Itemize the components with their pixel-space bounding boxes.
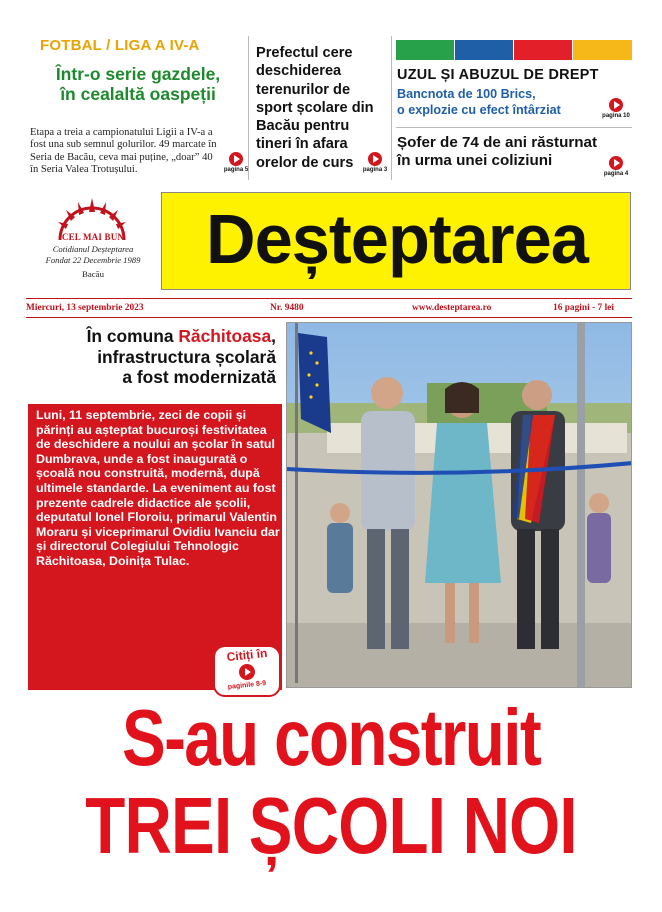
headline-part: În comuna xyxy=(86,326,179,346)
play-icon xyxy=(229,152,243,166)
teaser-sport-kicker: FOTBAL / LIGA A IV-A xyxy=(40,37,200,54)
masthead-tagline: Cotidianul Deșteptarea xyxy=(52,244,134,254)
page-ref-label: pagina 3 xyxy=(362,167,388,173)
masthead-city: Bacău xyxy=(82,269,104,279)
headline-part: , xyxy=(271,326,276,346)
dateline xyxy=(26,298,632,318)
headline-line xyxy=(28,326,276,347)
masthead-founded: Fondat 22 Decembrie 1989 xyxy=(45,255,141,265)
play-icon xyxy=(609,98,623,112)
page-ref-link[interactable] xyxy=(596,156,636,177)
color-bar-red xyxy=(514,40,572,60)
continue-reading-link[interactable] xyxy=(213,645,281,697)
headline-line: o explozie cu efect întârziat xyxy=(397,103,561,117)
teaser-sport[interactable] xyxy=(26,34,249,180)
play-icon xyxy=(368,152,382,166)
headline-line: infrastructura școlară xyxy=(97,346,276,367)
issue-date: Miercuri, 13 septembrie 2023 xyxy=(26,303,144,313)
lead-summary: Luni, 11 septembrie, zeci de copii și părinți au așteptat bucuroși festivitatea de deschidere a noului an școlar în satul Dumbrava, unde a fost inaugurată o școală nou construită, modernă, după ultimele standarde. La eveniment au fost prezente cadrele didactice ale școlii, deputatul Ionel Floroiu, primarul Valentin Moraru și viceprimarul Ovidiu Ivanciu dar și directorul Colegiului Tehnologic Răchitoasa, Doinița Tulac. xyxy=(36,408,280,568)
page-ref-link[interactable] xyxy=(596,98,636,119)
masthead-logo[interactable] xyxy=(26,192,160,296)
ribbon-cutting-photo xyxy=(287,323,632,688)
color-bar-blue xyxy=(455,40,513,60)
page-ref-link[interactable] xyxy=(355,152,395,173)
headline-line: Șofer de 74 de ani răsturnat xyxy=(397,134,598,151)
lead-photo[interactable] xyxy=(286,322,632,688)
column-divider xyxy=(248,36,249,180)
play-icon xyxy=(609,156,623,170)
logo-label: CEL MAI BUN xyxy=(61,232,125,242)
masthead-title-box[interactable] xyxy=(161,192,631,290)
headline-line: Bancnota de 100 Brics, xyxy=(397,87,536,101)
newspaper-title: Deșteptarea xyxy=(206,200,588,278)
page-ref-label: pagina 10 xyxy=(602,113,630,119)
play-icon xyxy=(239,664,255,680)
pages-price: 16 pagini - 7 lei xyxy=(553,303,614,313)
headline-place: Răchitoasa xyxy=(178,326,272,346)
continue-pages: paginile 8-9 xyxy=(227,680,267,691)
lead-headline[interactable] xyxy=(28,326,276,396)
teaser-law-kicker: UZUL ȘI ABUZUL DE DREPT xyxy=(397,67,599,83)
main-headline-line1: S-au construit xyxy=(121,693,541,782)
continue-label: Citiți în xyxy=(226,645,268,665)
headline-line: în cealaltă oaspeții xyxy=(60,84,216,104)
teaser-sport-body: Etapa a treia a campionatului Ligii a IV-a a fost una sub semnul golurilor. 49 marcate în Seria de Bacău, ceva mai puține, „doar” 40 în Seria Valea Trotușului. xyxy=(30,127,217,176)
issue-number: Nr. 9480 xyxy=(270,303,304,313)
teaser-right[interactable] xyxy=(396,34,636,180)
color-bar-yellow xyxy=(573,40,632,60)
headline-line: a fost modernizată xyxy=(122,367,276,387)
divider xyxy=(396,127,632,128)
headline-line: în urma unei coliziuni xyxy=(397,152,553,169)
main-headline-line2: TREI ȘCOLI NOI xyxy=(85,781,577,870)
teaser-prefect-headline: Prefectul cere deschiderea terenurilor de sport școlare din Bacău pentru tineri în afara orelor de curs xyxy=(256,45,374,171)
teaser-sport-headline[interactable] xyxy=(32,64,244,104)
color-bar-green xyxy=(396,40,454,60)
page-ref-link[interactable] xyxy=(216,152,256,173)
headline-line: Într-o serie gazdele, xyxy=(55,64,221,84)
teaser-prefect[interactable] xyxy=(254,34,388,180)
column-divider xyxy=(391,36,392,180)
website-link[interactable]: www.desteptarea.ro xyxy=(412,303,492,313)
page-ref-label: pagina 4 xyxy=(603,171,629,177)
teaser-law-headline[interactable] xyxy=(397,86,607,118)
main-headline[interactable] xyxy=(0,694,662,884)
page-ref-label: pagina 5 xyxy=(223,167,249,173)
